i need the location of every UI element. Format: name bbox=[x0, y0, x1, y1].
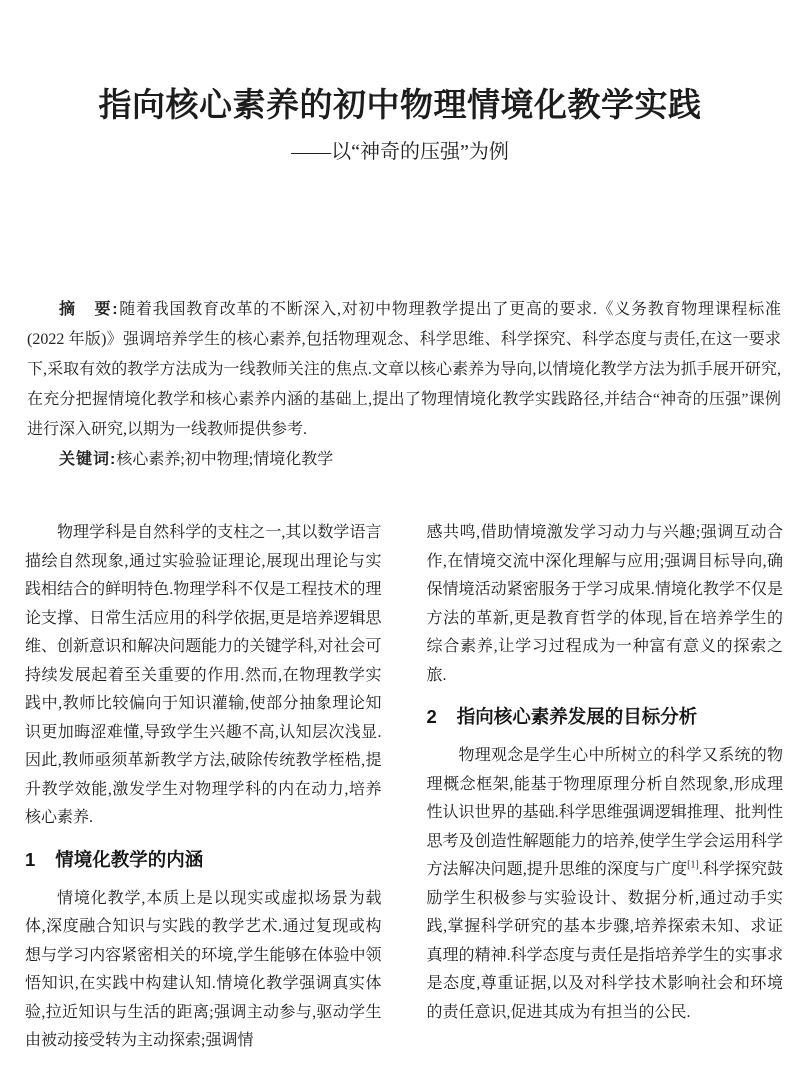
section-1-heading bbox=[25, 848, 382, 872]
abstract-label: 摘 要: bbox=[59, 301, 119, 318]
paper-header bbox=[0, 0, 800, 165]
section-2-number: 2 bbox=[426, 706, 437, 727]
intro-paragraph: 物理学科是自然科学的支柱之一,其以数学语言描绘自然现象,通过实验验证理论,展现出理论与实践相结合的鲜明特色.物理学科不仅是工程技术的理论支撑、日常生活应用的科学依据,更是培养逻辑思维、创新意识和解决问题能力的关键学科,对社会可持续发展起着至关重要的作用.然而,在物理教学实践中,教师比较偏向于知识灌输,使部分抽象理论知识更加晦涩难懂,导致学生兴趣不高,认知层次浅显.因此,教师亟须革新教学方法,破除传统教学桎梏,提升教学效能,激发学生对物理学科的内在动力,培养核心素养. bbox=[25, 524, 382, 826]
abstract-section bbox=[0, 295, 800, 475]
paper-subtitle: ——以“神奇的压强”为例 bbox=[291, 141, 509, 163]
section-1-paragraph-part2: 感共鸣,借助情境激发学习动力与兴趣;强调互动合作,在情境交流中深化理解与应用;强调目标导向,确保情境活动紧密服务于学习成果.情境化教学不仅是方法的革新,更是教育哲学的体现,旨在培养学生的综合素养,让学习过程成为一种富有意义的探索之旅. bbox=[426, 524, 783, 684]
left-column bbox=[25, 519, 382, 1056]
right-column bbox=[427, 519, 784, 1056]
section-2-heading bbox=[427, 705, 784, 729]
abstract-text: 随着我国教育改革的不断深入,对初中物理教学提出了更高的要求.《义务教育物理课程标准(2022 年版)》强调培养学生的核心素养,包括物理观念、科学思维、科学探究、科学态度与责任,在这一要求下,采取有效的教学方法成为一线教师关注的焦点.文章以核心素养为导向,以情境化教学方法为抓手展开研究,在充分把握情境化教学和核心素养内涵的基础上,提出了物理情境化教学实践路径,并结合“神奇的压强”课例进行深入研究,以期为一线教师提供参考. bbox=[27, 301, 781, 438]
section-1-paragraph-part1: 情境化教学,本质上是以现实或虚拟场景为载体,深度融合知识与实践的教学艺术.通过复现或构想与学习内容紧密相关的环境,学生能够在体验中领悟知识,在实践中构建认知.情境化教学强调真实体验,拉近知识与生活的距离;强调主动参与,驱动学生由被动接受转为主动探索;强调情 bbox=[25, 889, 382, 1049]
citation-ref-1: [1] bbox=[687, 859, 699, 871]
abstract-paragraph bbox=[27, 295, 781, 445]
section-2-paragraph bbox=[427, 742, 784, 1027]
section-1-title: 情境化教学的内涵 bbox=[55, 848, 204, 870]
section-2-title: 指向核心素养发展的目标分析 bbox=[456, 706, 698, 727]
section-2-text-before-ref: 物理观念是学生心中所树立的科学又系统的物理概念框架,能基于物理原理分析自然现象,形成理性认识世界的基础.科学思维强调逻辑推理、批判性思考及创造性解题能力的培养,使学生学会运用科学方法解决问题,提升思维的深度与广度 bbox=[426, 747, 783, 878]
keywords-label: 关键词: bbox=[59, 451, 117, 468]
section-1-number: 1 bbox=[25, 848, 36, 870]
paper-title: 指向核心素养的初中物理情境化教学实践 bbox=[98, 88, 702, 124]
keywords-line bbox=[27, 445, 781, 475]
two-column-body bbox=[0, 519, 800, 1056]
section-2-text-after-ref: .科学探究鼓励学生积极参与实验设计、数据分析,通过动手实践,掌握科学研究的基本步骤,培养探索未知、求证真理的精神.科学态度与责任是指培养学生的实事求是态度,尊重证据,以及对科学技术影响社会和环境的责任意识,促进其成为有担当的公民. bbox=[426, 861, 783, 1021]
keywords-text: 核心素养;初中物理;情境化教学 bbox=[116, 451, 334, 468]
